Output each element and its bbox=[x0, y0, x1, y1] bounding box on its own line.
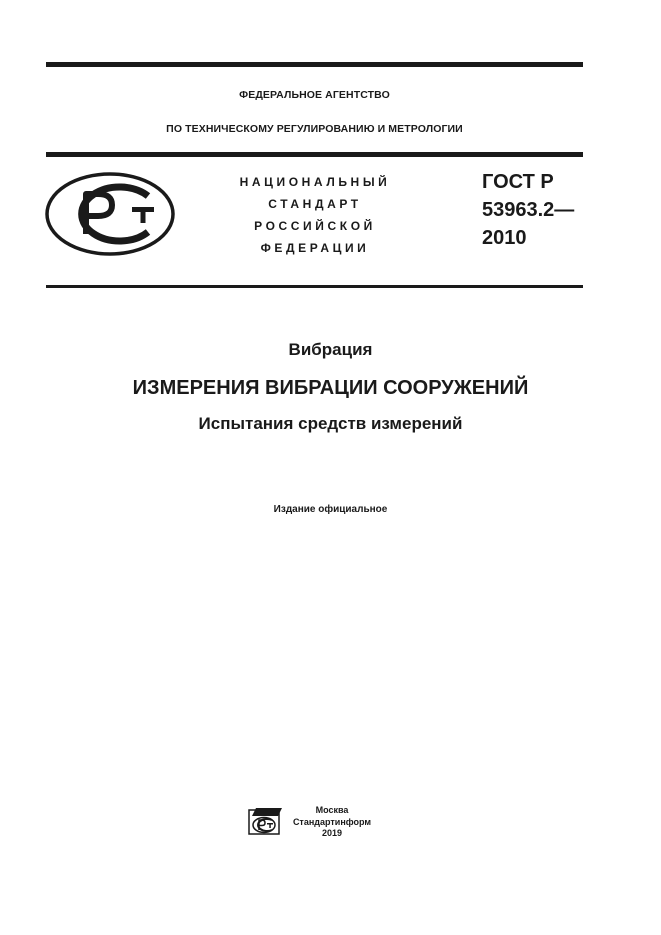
publisher-city: Москва bbox=[315, 805, 349, 815]
agency-line-2: ПО ТЕХНИЧЕСКОМУ РЕГУЛИРОВАНИЮ И МЕТРОЛОГИИ bbox=[166, 123, 463, 135]
agency-line-1: ФЕДЕРАЛЬНОЕ АГЕНТСТВО bbox=[239, 89, 390, 101]
standard-code bbox=[482, 168, 574, 252]
title-line-2: ИЗМЕРЕНИЯ ВИБРАЦИИ СООРУЖЕНИЙ bbox=[132, 377, 529, 399]
middle-rule bbox=[46, 152, 583, 157]
category-line: ФЕДЕРАЦИИ bbox=[260, 241, 370, 255]
category-line: НАЦИОНАЛЬНЫЙ bbox=[239, 175, 391, 189]
code-line-1: ГОСТ Р bbox=[482, 171, 554, 193]
code-line-3: 2010 bbox=[482, 227, 527, 249]
gost-r-logo-icon bbox=[44, 172, 176, 256]
top-rule bbox=[46, 62, 583, 67]
bottom-rule bbox=[46, 285, 583, 288]
standartinform-logo-icon bbox=[248, 806, 284, 836]
publisher-block bbox=[290, 805, 374, 840]
national-standard-label bbox=[205, 171, 425, 259]
code-line-2: 53963.2— bbox=[482, 199, 575, 221]
edition-label: Издание официальное bbox=[273, 504, 388, 515]
category-line: РОССИЙСКОЙ bbox=[254, 219, 376, 233]
publisher-year: 2019 bbox=[321, 828, 343, 838]
title-line-1: Вибрация bbox=[288, 340, 373, 359]
publisher-name: Стандартинформ bbox=[292, 816, 372, 827]
category-line: СТАНДАРТ bbox=[268, 197, 362, 211]
title-line-3: Испытания средств измерений bbox=[198, 414, 463, 433]
